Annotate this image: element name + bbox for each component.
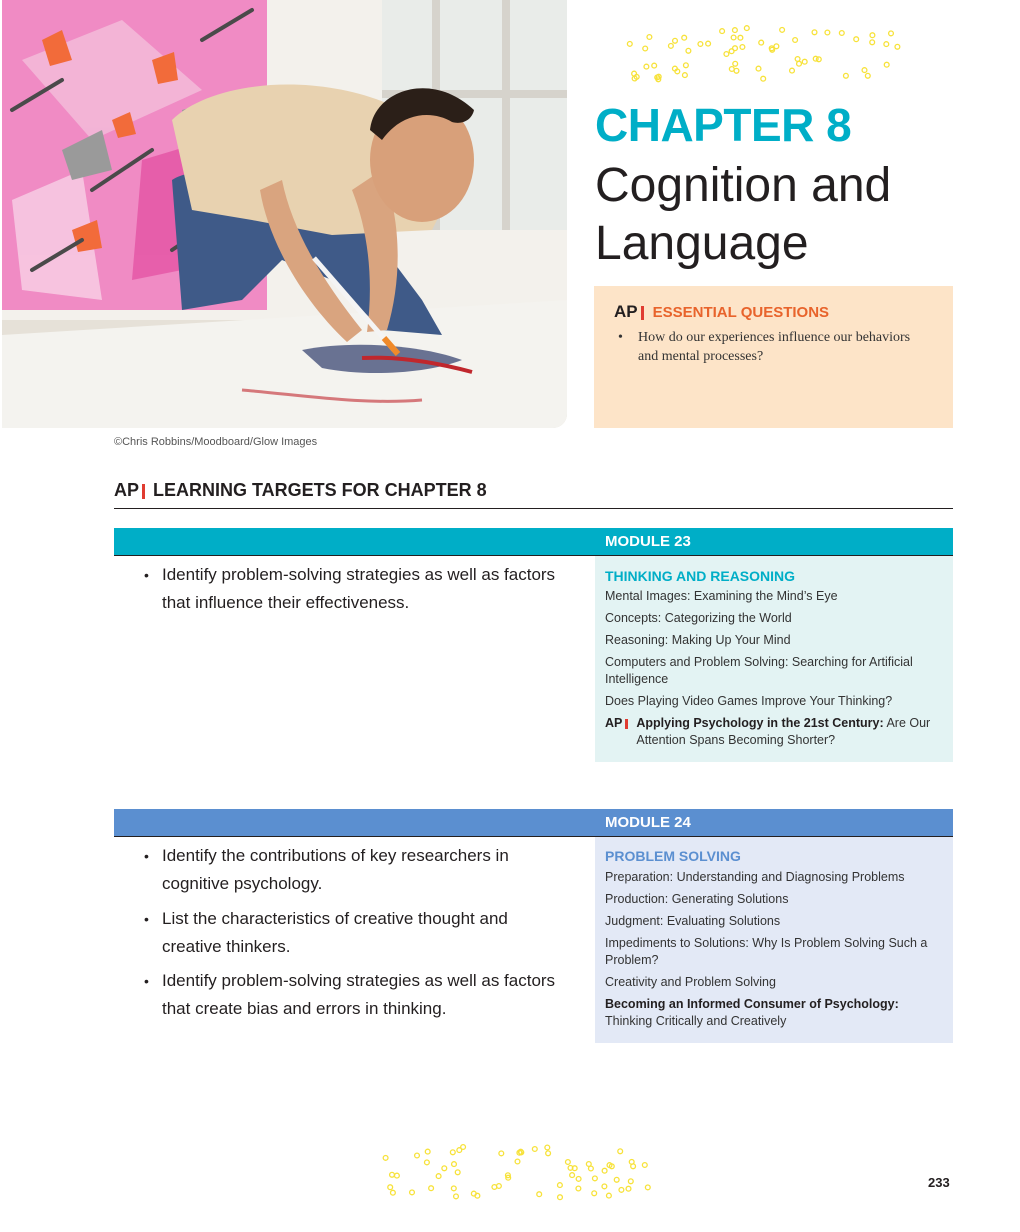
- module-23-section: Reasoning: Making Up Your Mind: [605, 633, 791, 647]
- dot-pattern-bottom: [372, 1142, 652, 1202]
- decorative-dot: [740, 45, 745, 50]
- essential-questions-box: AP ESSENTIAL QUESTIONS • How do our experiences influence our behaviors and mental processes?: [594, 286, 953, 428]
- decorative-dot: [731, 35, 736, 40]
- decorative-dot: [734, 68, 739, 73]
- bullet-icon: •: [618, 330, 623, 345]
- decorative-dot: [647, 35, 652, 40]
- decorative-dot: [706, 41, 711, 46]
- bullet-icon: •: [144, 848, 149, 864]
- decorative-dot: [383, 1156, 388, 1161]
- decorative-dot: [733, 61, 738, 66]
- decorative-dot: [546, 1151, 551, 1156]
- decorative-dot: [410, 1190, 415, 1195]
- module-24-section: Impediments to Solutions: Why Is Problem Solving Such a Problem?: [605, 936, 928, 967]
- decorative-dot: [425, 1149, 430, 1154]
- decorative-dot: [862, 68, 867, 73]
- decorative-dot: [870, 33, 875, 38]
- chapter-title-line2: Language: [595, 217, 809, 270]
- feature-title: Becoming an Informed Consumer of Psychology:: [605, 997, 899, 1011]
- decorative-dot: [576, 1186, 581, 1191]
- decorative-dot: [682, 35, 687, 40]
- bullet-icon: •: [144, 567, 149, 583]
- decorative-dot: [436, 1174, 441, 1179]
- chapter-photo: [2, 0, 567, 428]
- decorative-dot: [683, 73, 688, 78]
- decorative-dot: [669, 44, 674, 49]
- decorative-dot: [545, 1145, 550, 1150]
- ap-logo-icon: AP: [114, 480, 145, 501]
- module-24-section: Production: Generating Solutions: [605, 892, 789, 906]
- module-24-section: Creativity and Problem Solving: [605, 975, 776, 989]
- decorative-dot: [627, 42, 632, 47]
- module-23-section: Mental Images: Examining the Mind’s Eye: [605, 589, 838, 603]
- decorative-dot: [686, 48, 691, 53]
- ap-logo-icon: AP: [614, 302, 644, 322]
- decorative-dot: [586, 1162, 591, 1167]
- decorative-dot: [889, 31, 894, 36]
- decorative-dot: [390, 1172, 395, 1177]
- decorative-dot: [645, 1185, 650, 1190]
- module-24-section-title: PROBLEM SOLVING: [605, 848, 741, 864]
- decorative-dot: [733, 46, 738, 51]
- decorative-dot: [558, 1195, 563, 1200]
- decorative-dot: [802, 59, 807, 64]
- decorative-dot: [602, 1184, 607, 1189]
- decorative-dot: [429, 1186, 434, 1191]
- decorative-dot: [395, 1173, 400, 1178]
- decorative-dot: [756, 66, 761, 71]
- bullet-icon: •: [144, 973, 149, 989]
- decorative-dot: [388, 1185, 393, 1190]
- decorative-dot: [442, 1166, 447, 1171]
- page-number: 233: [928, 1175, 950, 1190]
- decorative-dot: [532, 1147, 537, 1152]
- module-23-section: Concepts: Categorizing the World: [605, 611, 792, 625]
- decorative-dot: [592, 1191, 597, 1196]
- decorative-dot: [652, 63, 657, 68]
- decorative-dot: [724, 52, 729, 57]
- decorative-dot: [884, 62, 889, 67]
- decorative-dot: [642, 1163, 647, 1168]
- decorative-dot: [698, 42, 703, 47]
- module-24-panel: [595, 837, 953, 1043]
- decorative-dot: [839, 31, 844, 36]
- decorative-dot: [738, 35, 743, 40]
- decorative-dot: [425, 1160, 430, 1165]
- learning-targets-heading: [114, 480, 487, 501]
- chapter-title-line1: Cognition and: [595, 159, 892, 212]
- chapter-title: [595, 157, 891, 273]
- decorative-dot: [643, 46, 648, 51]
- decorative-dot: [673, 38, 678, 43]
- decorative-dot: [593, 1176, 598, 1181]
- decorative-dot: [720, 29, 725, 34]
- decorative-dot: [812, 30, 817, 35]
- decorative-dot: [684, 63, 689, 68]
- decorative-dot: [813, 56, 818, 61]
- decorative-dot: [602, 1168, 607, 1173]
- essential-questions-title: ESSENTIAL QUESTIONS: [652, 303, 830, 321]
- heading-rule: [114, 508, 953, 509]
- decorative-dot: [618, 1149, 623, 1154]
- decorative-dot: [537, 1192, 542, 1197]
- bullet-icon: •: [144, 911, 149, 927]
- decorative-dot: [790, 68, 795, 73]
- decorative-dot: [895, 44, 900, 49]
- decorative-dot: [415, 1153, 420, 1158]
- decorative-dot: [761, 76, 766, 81]
- decorative-dot: [759, 40, 764, 45]
- module-23-label: MODULE 23: [605, 533, 691, 550]
- decorative-dot: [566, 1160, 571, 1165]
- module-23-section: Does Playing Video Games Improve Your Thinking?: [605, 694, 893, 708]
- decorative-dot: [570, 1173, 575, 1178]
- essential-questions-heading: [614, 302, 829, 322]
- decorative-dot: [450, 1150, 455, 1155]
- decorative-dot: [797, 61, 802, 66]
- module-23-section-title: THINKING AND REASONING: [605, 568, 796, 584]
- decorative-dot: [854, 37, 859, 42]
- photo-caption: ©Chris Robbins/Moodboard/Glow Images: [114, 436, 318, 448]
- decorative-dot: [614, 1177, 619, 1182]
- module-23-section: Computers and Problem Solving: Searching for Artificial Intelligence: [605, 655, 913, 686]
- decorative-dot: [451, 1186, 456, 1191]
- module-24-section: Preparation: Understanding and Diagnosing Problems: [605, 870, 905, 884]
- decorative-dot: [780, 28, 785, 33]
- module-23-panel: [595, 556, 953, 762]
- decorative-dot: [452, 1162, 457, 1167]
- feature-text: Thinking Critically and Creatively: [605, 1014, 787, 1028]
- decorative-dot: [619, 1188, 624, 1193]
- decorative-dot: [825, 30, 830, 35]
- decorative-dot: [607, 1193, 612, 1198]
- feature-title: Applying Psychology in the 21st Century:: [636, 716, 884, 730]
- decorative-dot: [515, 1159, 520, 1164]
- decorative-dot: [391, 1190, 396, 1195]
- module-23-bar: [114, 528, 953, 555]
- decorative-dot: [870, 40, 875, 45]
- decorative-dot: [454, 1194, 459, 1199]
- chapter-number: CHAPTER 8: [595, 99, 852, 151]
- ap-logo-icon: AP: [605, 715, 628, 749]
- decorative-dot: [558, 1183, 563, 1188]
- decorative-dot: [628, 1179, 633, 1184]
- module-24-label: MODULE 24: [605, 814, 691, 831]
- decorative-dot: [744, 26, 749, 31]
- module-24-feature: [605, 996, 945, 1030]
- decorative-dot: [631, 1164, 636, 1169]
- decorative-dot: [733, 28, 738, 33]
- learning-targets-title: LEARNING TARGETS FOR CHAPTER 8: [153, 480, 487, 500]
- decorative-dot: [644, 64, 649, 69]
- module-24-bar: [114, 809, 953, 836]
- feature-text: Are Our Attention Spans Becoming Shorter?: [636, 716, 931, 747]
- decorative-dot: [576, 1177, 581, 1182]
- decorative-dot: [793, 38, 798, 43]
- decorative-dot: [865, 73, 870, 78]
- decorative-dot: [499, 1151, 504, 1156]
- decorative-dot: [455, 1170, 460, 1175]
- decorative-dot: [461, 1145, 466, 1150]
- dot-pattern-top: [622, 24, 902, 84]
- module-23-feature: [605, 715, 945, 749]
- module-24-section: Judgment: Evaluating Solutions: [605, 914, 781, 928]
- decorative-dot: [844, 73, 849, 78]
- decorative-dot: [884, 42, 889, 47]
- decorative-dot: [626, 1186, 631, 1191]
